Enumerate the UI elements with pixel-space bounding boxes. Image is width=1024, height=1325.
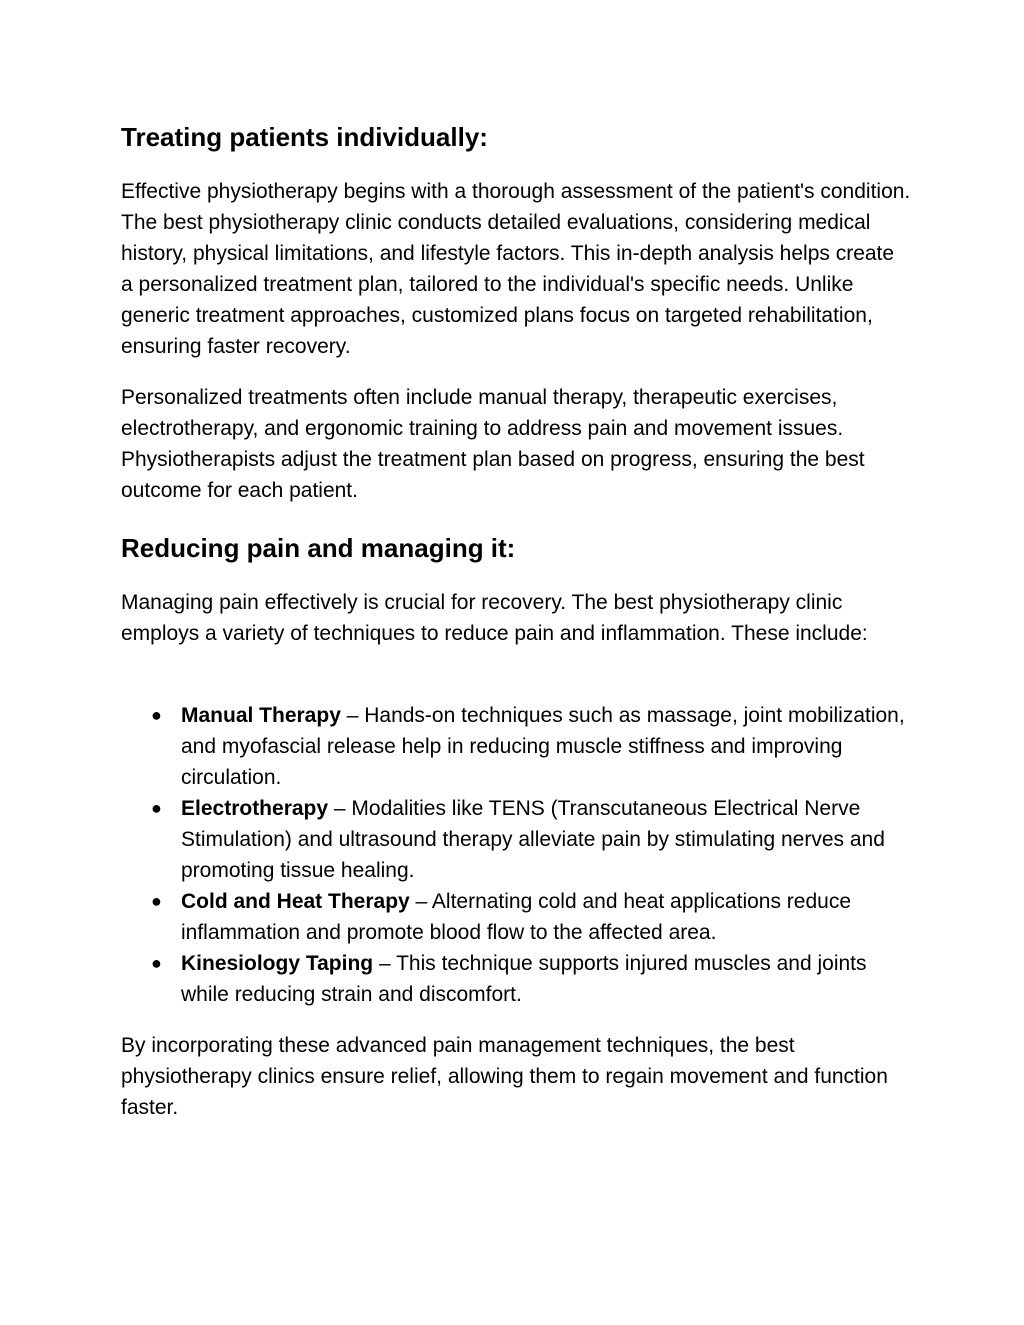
list-item-manual-therapy <box>121 700 911 793</box>
bullet-icon: ● <box>151 798 162 818</box>
bullet-icon: ● <box>151 891 162 911</box>
list-item-term: Kinesiology Taping <box>181 952 374 975</box>
pain-technique-list <box>121 700 911 1010</box>
list-item-text: – Hands-on techniques such as massage, joint mobilization, and myofascial release help in reducing muscle stiffness and improving circulation. <box>181 704 905 789</box>
section-heading-treating-patients: Treating patients individually: <box>121 122 488 152</box>
list-item-term: Electrotherapy <box>181 797 329 820</box>
bullet-icon: ● <box>151 953 162 973</box>
list-item-electrotherapy <box>121 793 911 886</box>
paragraph-conclusion: By incorporating these advanced pain management techniques, the best physiotherapy clinics ensure relief, allowing them to regain movement and function faster. <box>121 1034 888 1119</box>
section-heading-reducing-pain: Reducing pain and managing it: <box>121 533 516 563</box>
paragraph-personalized-treatments: Personalized treatments often include manual therapy, therapeutic exercises, electrotherapy, and ergonomic training to address pain and movement issues. Physiotherapists adjust the treatment plan based on progress, ensuring the best outcome for each patient. <box>121 386 865 502</box>
list-item-text: – This technique supports injured muscles and joints while reducing strain and discomfort. <box>181 952 867 1006</box>
paragraph-pain-intro: Managing pain effectively is crucial for recovery. The best physiotherapy clinic employs a variety of techniques to reduce pain and inflammation. These include: <box>121 591 868 645</box>
list-item-text: – Modalities like TENS (Transcutaneous Electrical Nerve Stimulation) and ultrasound therapy alleviate pain by stimulating nerves and promoting tissue healing. <box>181 797 885 882</box>
paragraph-assessment: Effective physiotherapy begins with a thorough assessment of the patient's condition. The best physiotherapy clinic conducts detailed evaluations, considering medical history, physical limitations, and lifestyle factors. This in-depth analysis helps create a personalized treatment plan, tailored to the individual's specific needs. Unlike generic treatment approaches, customized plans focus on targeted rehabilitation, ensuring faster recovery. <box>121 180 911 358</box>
list-item-term: Manual Therapy <box>181 704 341 727</box>
list-item-cold-heat-therapy <box>121 886 911 948</box>
list-item-text: – Alternating cold and heat applications reduce inflammation and promote blood flow to the affected area. <box>181 890 852 944</box>
bullet-icon: ● <box>151 705 162 725</box>
list-item-term: Cold and Heat Therapy <box>181 890 410 913</box>
list-item-kinesiology-taping <box>121 948 911 1010</box>
